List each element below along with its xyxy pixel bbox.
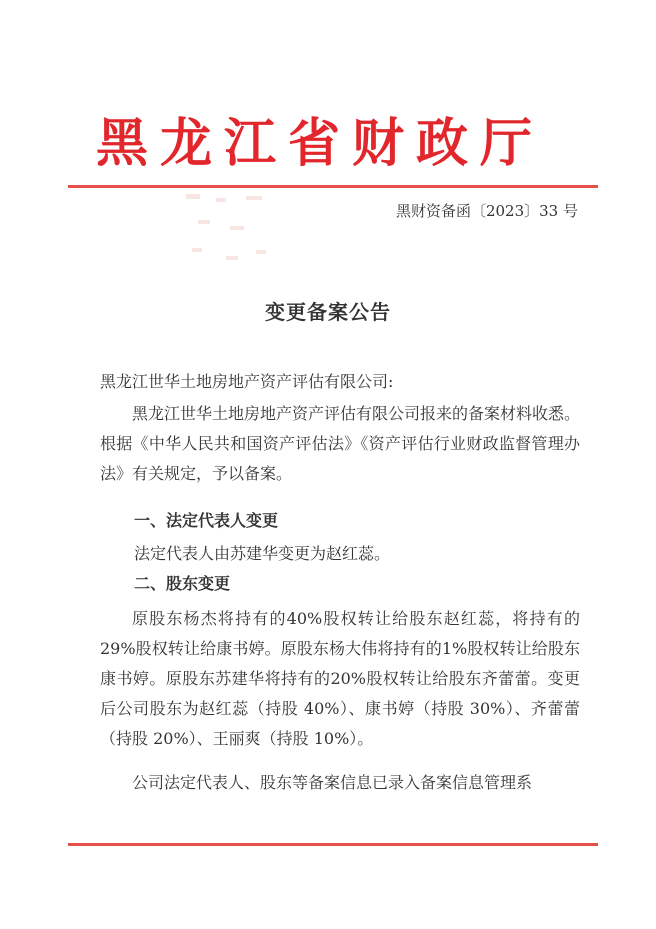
faded-seal-mark [168, 186, 288, 286]
shareholder-change-paragraph: 原股东杨杰将持有的40%股权转让给股东赵红蕊，将持有的29%股权转让给康书婷。原股东杨大伟将持有的1%股权转让给股东康书婷。原股东苏建华将持有的20%股权转让给股东齐蕾蕾。变更后公司股东为赵红蕊（持股 40%）、康书婷（持股 30%）、齐蕾蕾（持股 20%）、王丽爽（持股 10%）。 [100, 609, 580, 748]
header-red-rule [68, 185, 598, 188]
addressee: 黑龙江世华土地房地产资产评估有限公司: [100, 372, 394, 391]
legal-representative-paragraph: 法定代表人由苏建华变更为赵红蕊。 [134, 544, 391, 563]
section-heading-legal-representative: 一、法定代表人变更 [134, 511, 279, 530]
intro-paragraph: 黑龙江世华土地房地产资产评估有限公司报来的备案材料收悉。根据《中华人民共和国资产评估法》《资产评估行业财政监督管理办法》有关规定，予以备案。 [100, 404, 581, 483]
section-heading-shareholders: 二、股东变更 [134, 574, 231, 593]
document-number: 黑财资备函〔2023〕33 号 [395, 202, 578, 220]
closing-paragraph: 公司法定代表人、股东等备案信息已录入备案信息管理系 [132, 773, 533, 792]
footer-red-rule [68, 843, 598, 846]
agency-header-title: 黑龙江省财政厅 [96, 113, 545, 174]
notice-title: 变更备案公告 [265, 300, 391, 324]
